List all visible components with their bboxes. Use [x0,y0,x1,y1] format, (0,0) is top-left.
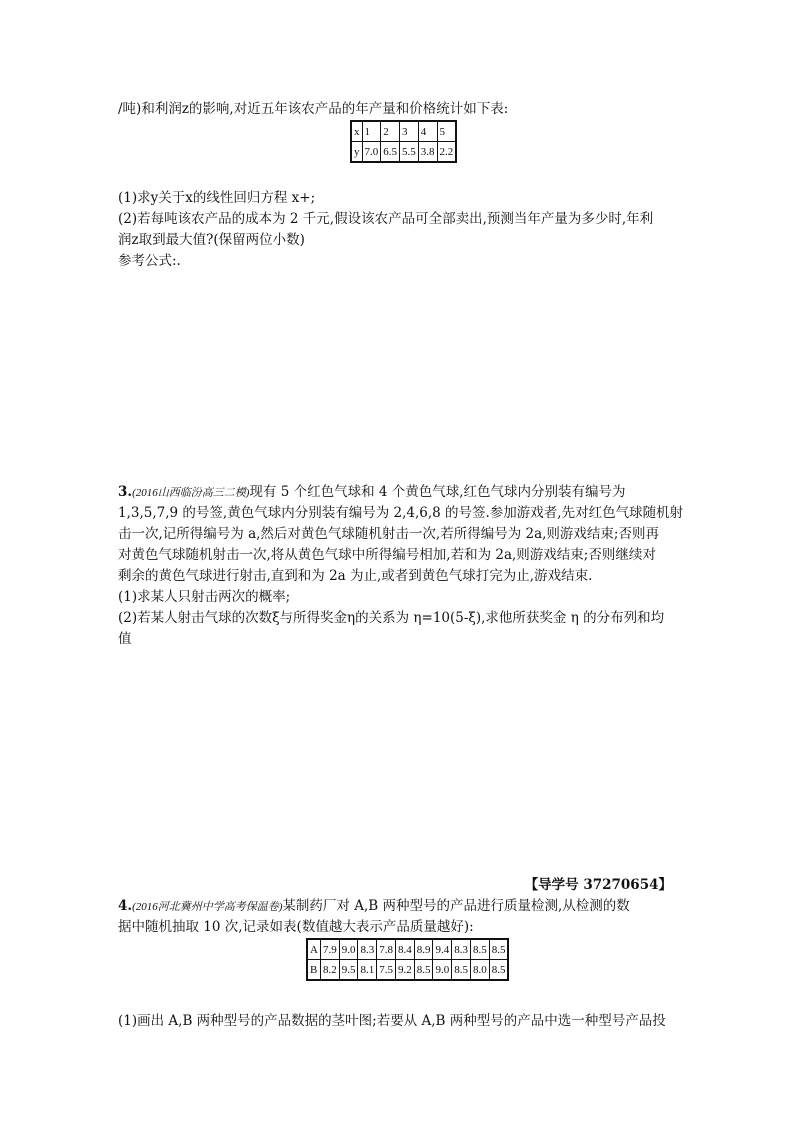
problem3-line5: 剩余的黄色气球进行射击,直到和为 2a 为止,或者到黄色气球打完为止,游戏结束. [118,568,593,584]
table-cell: 5.5 [400,142,419,163]
table-row [307,960,508,981]
table-cell: 2 [381,121,400,142]
problem3-question-2-line2: 值 [118,631,132,647]
problem2-question-1: (1)求y关于x的线性回归方程 x+; [118,190,316,206]
table-cell: 9.0 [339,939,358,960]
problem3-line4: 对黄色气球随机射击一次,将从黄色气球中所得编号相加,若和为 2a,则游戏结束;否则继续对 [118,547,656,563]
problem4-line1 [118,896,630,917]
problem3-line2: 1,3,5,7,9 的号签,黄色气球内分别装有编号为 2,4,6,8 的号签.参加游戏者,先对红色气球随机射 [118,505,684,521]
table-cell: 7.8 [377,939,396,960]
table-cell: 8.2 [320,960,339,981]
table-cell: 9.5 [339,960,358,981]
table-cell: 5 [437,121,456,142]
problem3-source: (2016山西临汾高三二模) [132,487,250,499]
table-cell: 2.2 [437,142,456,163]
guide-number: 【导学号 37270654】 [524,877,672,893]
problem4-data-table [306,938,509,981]
problem4-text: 某制药厂对 A,B 两种型号的产品进行质量检测,从检测的数 [282,898,630,914]
table-cell: 8.5 [452,960,471,981]
problem2-intro: /吨)和利润z的影响,对近五年该农产品的年产量和价格统计如下表: [118,101,509,117]
table-cell: 8.5 [489,939,508,960]
table-row [351,121,456,142]
table-cell: 9.0 [433,960,452,981]
table-cell: 8.4 [395,939,414,960]
problem3-text: 现有 5 个红色气球和 4 个黄色气球,红色气球内分别装有编号为 [249,484,626,500]
table-cell: 9.2 [395,960,414,981]
table-row [351,142,456,163]
table-cell: 4 [418,121,437,142]
table-cell: 8.0 [470,960,489,981]
problem2-question-2-line2: 润z取到最大值?(保留两位小数) [118,232,305,248]
problem4-question-1: (1)画出 A,B 两种型号的产品数据的茎叶图;若要从 A,B 两种型号的产品中选一种型号产品投 [118,1013,666,1029]
problem3-question-1: (1)求某人只射击两次的概率; [118,589,291,605]
table-cell: 8.3 [358,939,377,960]
problem3-line3: 击一次,记所得编号为 a,然后对黄色气球随机射击一次,若所得编号为 2a,则游戏结束;否则再 [118,526,659,542]
table-cell: B [307,960,320,981]
table-cell: 3 [400,121,419,142]
problem2-question-2-line1: (2)若每吨该农产品的成本为 2 千元,假设该农产品可全部卖出,预测当年产量为多少时,年利 [118,211,654,227]
problem2-formula-label: 参考公式:. [118,253,181,269]
problem2-data-table [350,120,457,163]
table-cell: 8.5 [414,960,433,981]
table-cell: 7.0 [362,142,381,163]
table-cell: 6.5 [381,142,400,163]
table-cell: 7.5 [377,960,396,981]
problem4-source: (2016河北冀州中学高考保温卷) [132,901,283,913]
table-cell: A [307,939,320,960]
problem4-number: 4. [118,898,133,914]
table-cell: 3.8 [418,142,437,163]
table-cell: 1 [362,121,381,142]
table-cell: y [351,142,362,163]
problem4-line2: 据中随机抽取 10 次,记录如表(数值越大表示产品质量越好): [118,919,474,935]
problem3-number: 3. [118,484,133,500]
table-cell: 8.3 [452,939,471,960]
problem3-line1 [118,482,626,503]
table-cell: x [351,121,362,142]
table-cell: 8.9 [414,939,433,960]
table-cell: 8.1 [358,960,377,981]
table-cell: 9.4 [433,939,452,960]
problem3-question-2-line1: (2)若某人射击气球的次数ξ与所得奖金η的关系为 η=10(5-ξ),求他所获奖金 η 的分布列和均 [118,610,665,626]
table-cell: 7.9 [320,939,339,960]
table-cell: 8.5 [470,939,489,960]
table-row [307,939,508,960]
table-cell: 8.5 [489,960,508,981]
